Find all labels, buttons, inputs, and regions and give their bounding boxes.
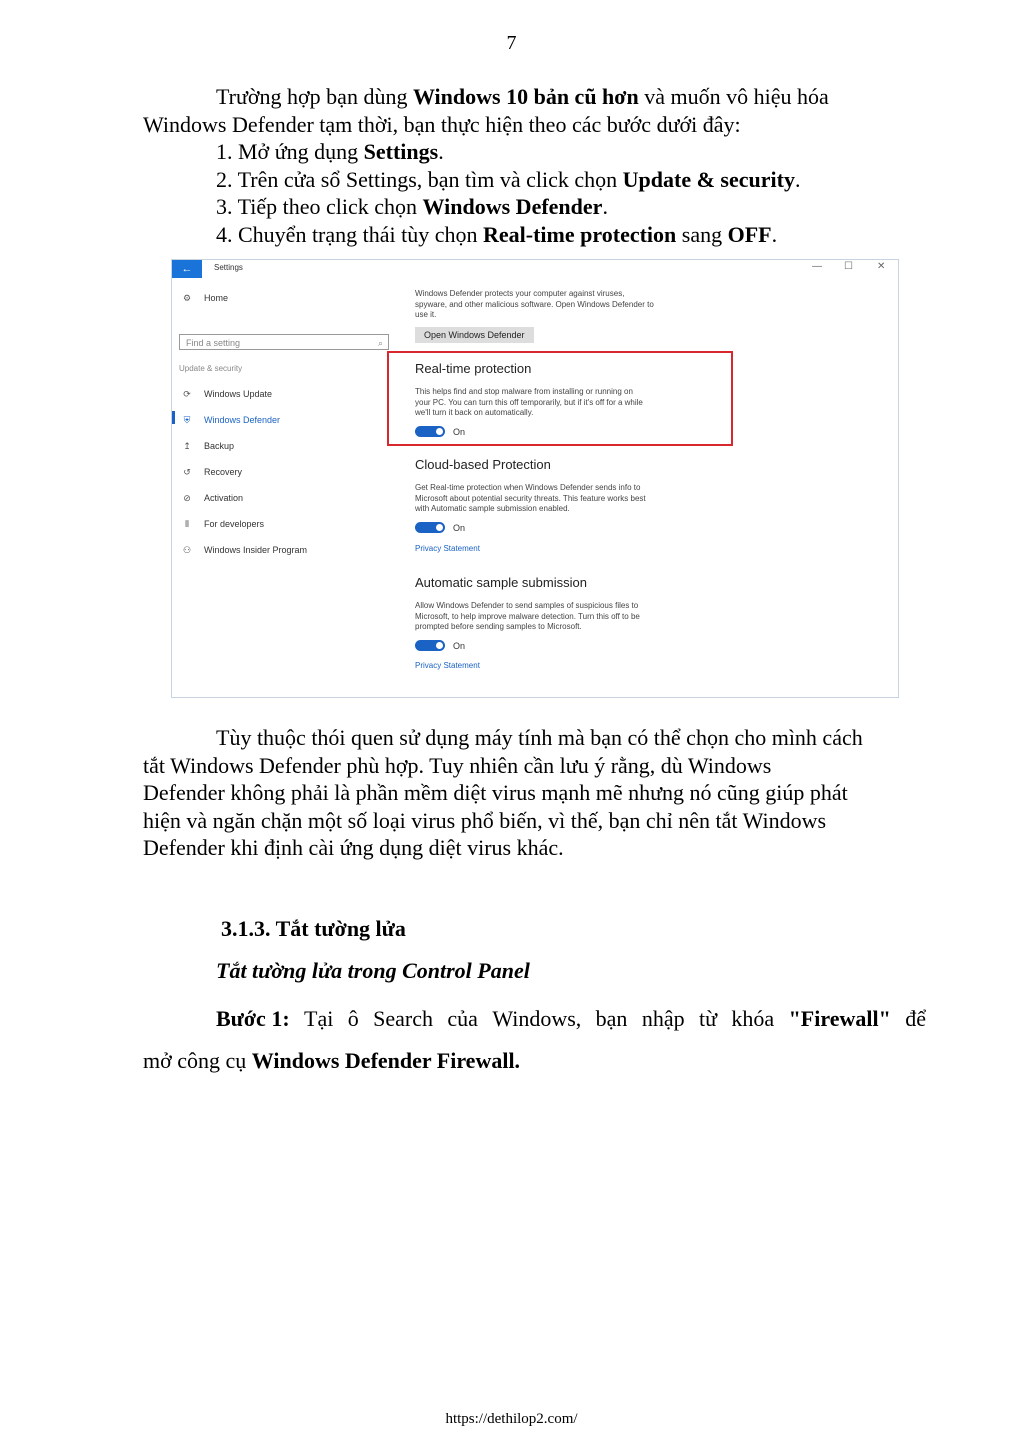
section-heading: 3.1.3. Tắt tường lửa [221,916,406,941]
body-paragraph: Tùy thuộc thói quen sử dụng máy tính mà bạn có thể chọn cho mình cách tắt Windows Defender phù hợp. Tuy nhiên cần lưu ý rằng, dù Windows Defender không phải là phần mềm diệt virus mạnh mẽ nhưng nó cũng giúp phát hiện và ngăn chặn một số loại virus phổ biến, vì thế, bạn chỉ nên tắt Windows Defender khi định cài ứng dụng diệt virus khác. [143,725,863,860]
realtime-protection-title: Real-time protection [415,361,532,376]
sidebar-item-windows-defender[interactable]: ⛨ Windows Defender [180,415,280,426]
back-arrow-icon[interactable]: ← [172,260,202,278]
privacy-statement-link[interactable]: Privacy Statement [415,544,480,553]
footer-url: https://dethilop2.com/ [445,1411,578,1427]
open-windows-defender-button[interactable]: Open Windows Defender [415,327,534,343]
sidebar-item-for-developers[interactable]: ⫴ For developers [180,519,264,530]
search-icon: ⌕ [377,338,383,348]
shield-icon: ⛨ [183,415,191,425]
search-input[interactable]: Find a setting ⌕ [179,334,389,350]
section-label: Update & security [179,364,243,373]
sample-submission-toggle[interactable]: On [415,637,465,655]
privacy-statement-link[interactable]: Privacy Statement [415,661,480,670]
sidebar-item-home[interactable]: ⚙ Home [180,293,228,304]
intro-paragraph: Trường hợp bạn dùng Windows 10 bản cũ hơn và muốn vô hiệu hóa Windows Defender tạm thời, bạn thực hiện theo các bước dưới đây: 1. Mở ứng dụng Settings. 2. Trên cửa sổ Settings, bạn tìm và click chọn Update & security. 3. Tiếp theo click chọn Windows Defender. 4. Chuyển trạng thái tùy chọn Real-time protection sang OFF. [143,83,928,248]
cloud-protection-toggle[interactable]: On [415,519,465,537]
minimize-icon[interactable]: — [812,261,822,272]
realtime-protection-description: This helps find and stop malware from installing or running on your PC. You can turn this off temporarily, but if it's off for a while we'll turn it back on automatically. [415,387,643,417]
step-item: 3. Tiếp theo click chọn Windows Defender. [216,194,608,219]
realtime-protection-toggle[interactable]: On [415,423,465,441]
sample-submission-description: Allow Windows Defender to send samples of suspicious files to Microsoft, to help improve malware detection. Turn this off to be prompted before sending samples to Microsoft. [415,601,640,631]
sidebar-item-activation[interactable]: ⊘ Activation [180,493,243,504]
sidebar-item-windows-insider[interactable]: ⚇ Windows Insider Program [180,545,307,556]
window-title: Settings [214,263,243,272]
cloud-protection-title: Cloud-based Protection [415,457,551,472]
maximize-icon[interactable]: ☐ [844,261,853,272]
window-titlebar [172,260,898,278]
check-circle-icon: ⊘ [183,493,191,503]
defender-description: Windows Defender protects your computer against viruses, spyware, and other malicious software. Open Windows Defender to use it. [415,289,654,319]
page-number: 7 [506,32,517,54]
step-item: 2. Trên cửa sổ Settings, bạn tìm và click chọn Update & security. [216,166,801,192]
subsection-heading: Tắt tường lửa trong Control Panel [216,958,530,983]
sidebar-item-windows-update[interactable]: ⟳ Windows Update [180,389,272,400]
settings-sidebar [172,278,396,697]
active-indicator [172,411,175,424]
gear-icon: ⚙ [182,293,192,303]
settings-screenshot [171,259,899,698]
upload-icon: ↥ [183,441,191,451]
sidebar-item-recovery[interactable]: ↺ Recovery [180,467,242,478]
cloud-protection-description: Get Real-time protection when Windows Defender sends info to Microsoft about potential security threats. This feature works best with Automatic sample submission enabled. [415,483,646,513]
sample-submission-title: Automatic sample submission [415,575,587,590]
step-item: 4. Chuyển trạng thái tùy chọn Real-time protection sang OFF. [216,221,778,247]
step-item: 1. Mở ứng dụng Settings. [216,139,444,164]
history-icon: ↺ [183,467,191,477]
user-icon: ⚇ [182,545,192,555]
sidebar-item-backup[interactable]: ↥ Backup [180,441,234,452]
developer-icon: ⫴ [185,519,189,529]
realtime-highlight-box [387,351,733,446]
step-1-paragraph: Bước 1: Tại ô Search của Windows, bạn nhập từ khóa "Firewall" để mở công cụ Windows Defender Firewall. [143,1006,926,1073]
close-icon[interactable]: ✕ [877,261,886,272]
refresh-icon: ⟳ [183,389,191,399]
